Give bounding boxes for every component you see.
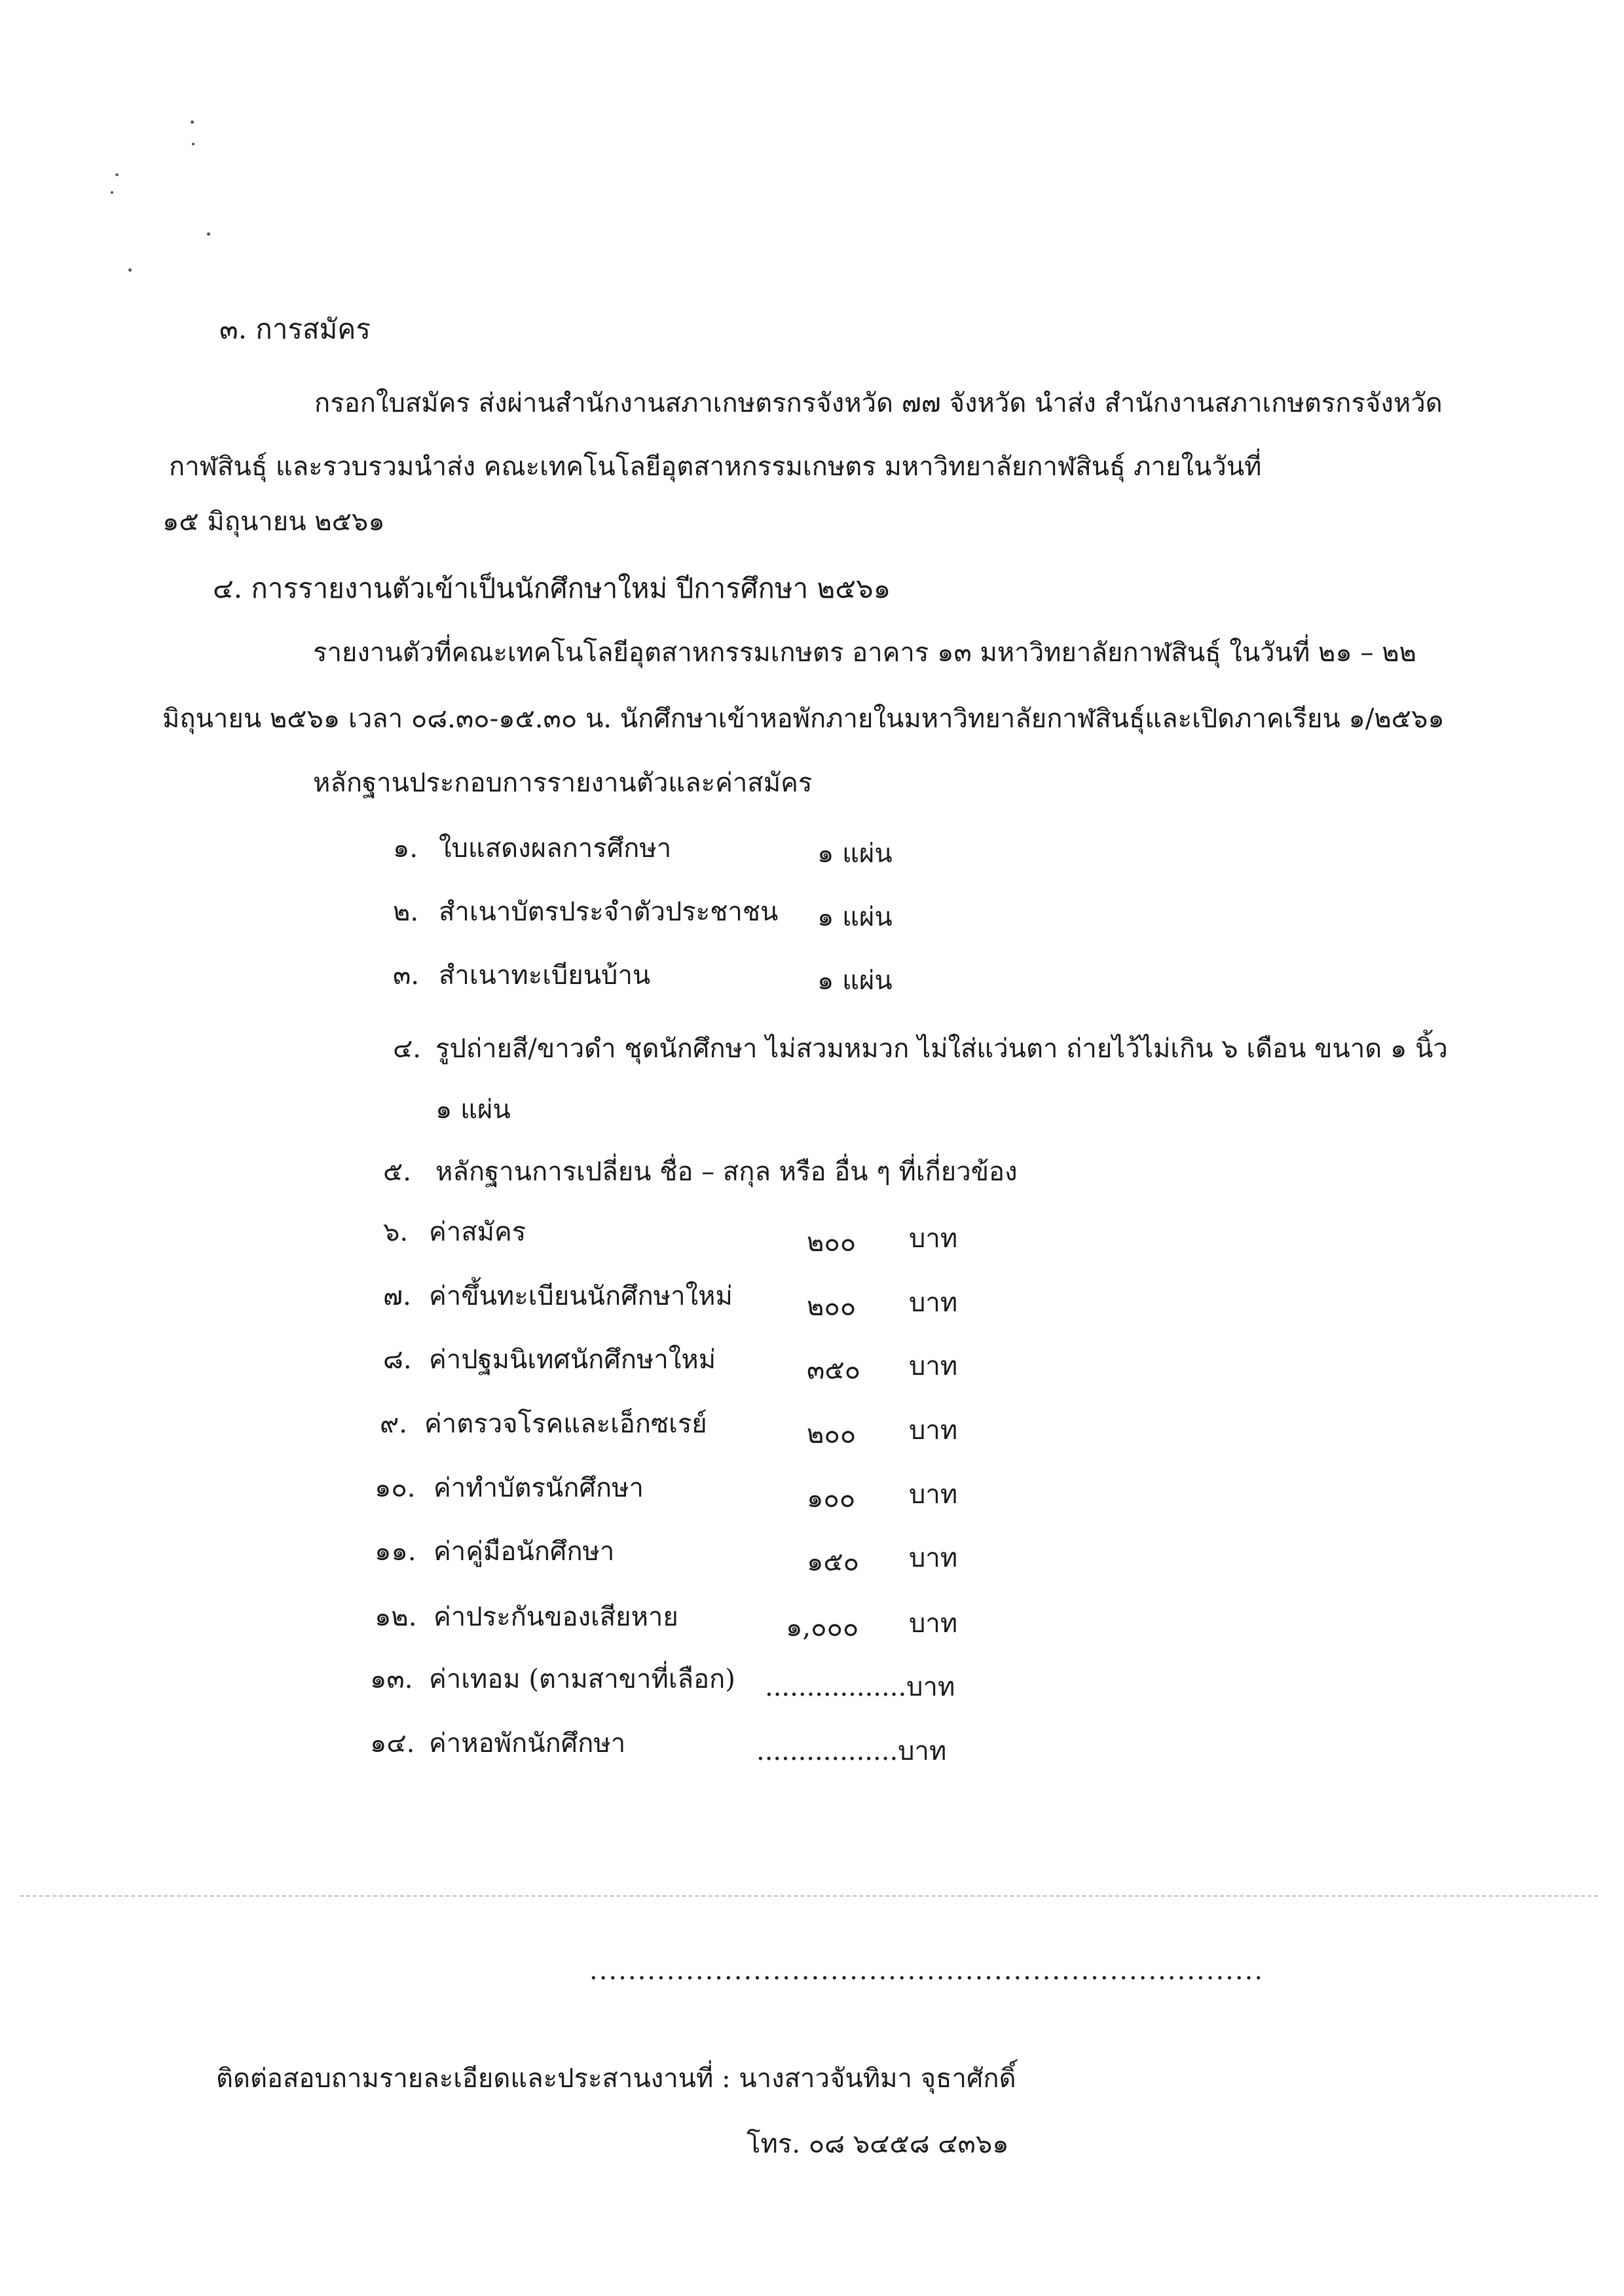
fee-item-unit: บาท	[909, 1351, 958, 1381]
fee-item-unit: บาท	[909, 1480, 958, 1510]
fee-item-number: ๘.	[383, 1345, 412, 1375]
document-item-number: ๓.	[393, 960, 420, 991]
contact-line: ติดต่อสอบถามรายละเอียดและประสานงานที่ : นางสาวจันทิมา จุธาศักดิ์	[216, 2064, 1016, 2094]
fee-item-number: ๑๒.	[375, 1602, 417, 1632]
name-change-evidence-label: หลักฐานการเปลี่ยน ชื่อ – สกุล หรือ อื่น ๆ ที่เกี่ยวข้อง	[435, 1157, 1018, 1187]
document-item-label: สำเนาบัตรประจำตัวประชาชน	[439, 897, 779, 927]
fee-item-number: ๖.	[383, 1217, 409, 1247]
scan-speck	[191, 120, 194, 124]
document-item-qty: ๑ แผ่น	[817, 902, 893, 932]
fee-item-label: ค่าทำบัตรนักศึกษา	[434, 1473, 644, 1503]
photo-requirement-line2: ๑ แผ่น	[435, 1095, 511, 1125]
fee-item-unit: บาท	[909, 1543, 958, 1573]
fee-item-amount: ๑,๐๐๐	[786, 1613, 859, 1643]
document-item-number: ๒.	[393, 897, 419, 927]
scan-speck	[207, 232, 210, 236]
document-item-number: ๑.	[393, 833, 418, 864]
section3-heading: ๓. การสมัคร	[219, 313, 371, 345]
fee-item-label: ค่าเทอม (ตามสาขาที่เลือก)	[429, 1664, 735, 1694]
document-item-qty: ๑ แผ่น	[817, 966, 893, 996]
fee-item-label: ค่าขึ้นทะเบียนนักศึกษาใหม่	[429, 1281, 733, 1311]
fee-item-label: ค่าปฐมนิเทศนักศึกษาใหม่	[429, 1345, 716, 1375]
photo-requirement-line1: รูปถ่ายสี/ขาวดำ ชุดนักศึกษา ไม่สวมหมวก ไม่ใส่แว่นตา ถ่ายไว้ไม่เกิน ๖ เดือน ขนาด ๑ นิ้ว	[435, 1034, 1448, 1064]
fee-item-number: ๑๑.	[375, 1537, 416, 1567]
document-item-qty: ๑ แผ่น	[817, 839, 893, 869]
document-item-label: สำเนาทะเบียนบ้าน	[439, 960, 651, 991]
fee-item-number: ๑๐.	[375, 1473, 416, 1503]
section3-para-line1: กรอกใบสมัคร ส่งผ่านสำนักงานสภาเกษตรกรจังหวัด ๗๗ จังหวัด นำส่ง สำนักงานสภาเกษตรกรจังหวัด	[314, 388, 1443, 418]
fee-item-unit: บาท	[909, 1609, 958, 1639]
section3-para-line2: กาฬสินธุ์ และรวบรวมนำส่ง คณะเทคโนโลยีอุตสาหกรรมเกษตร มหาวิทยาลัยกาฬสินธุ์ ภายในวันที่	[169, 452, 1262, 482]
document-item-number: ๔.	[393, 1034, 421, 1064]
scan-speck	[128, 268, 132, 272]
fee-item-unit: บาท	[909, 1415, 958, 1446]
section4-para-line1: รายงานตัวที่คณะเทคโนโลยีอุตสาหกรรมเกษตร อาคาร ๑๓ มหาวิทยาลัยกาฬสินธุ์ ในวันที่ ๒๑ – ๒๒	[313, 638, 1416, 668]
signature-dotted-line: ......................................................................	[589, 1956, 1264, 1986]
scan-speck	[192, 143, 194, 145]
section4-subheading: หลักฐานประกอบการรายงานตัวและค่าสมัคร	[313, 768, 813, 798]
fee-item-amount: ๑๕๐	[807, 1547, 860, 1577]
fee-item-amount-blank: .................บาท	[756, 1736, 947, 1766]
section4-heading: ๔. การรายงานตัวเข้าเป็นนักศึกษาใหม่ ปีการศึกษา ๒๕๖๑	[213, 572, 891, 604]
fee-item-label: ค่าประกันของเสียหาย	[434, 1602, 678, 1632]
document-item-number: ๕.	[383, 1157, 411, 1187]
fee-item-unit: บาท	[909, 1288, 958, 1318]
fee-item-amount: ๓๕๐	[807, 1355, 861, 1385]
fee-item-amount: ๒๐๐	[807, 1228, 857, 1258]
fee-item-label: ค่าตรวจโรคและเอ็กซเรย์	[424, 1409, 707, 1439]
document-item-label: ใบแสดงผลการศึกษา	[439, 833, 672, 864]
section4-para-line2: มิถุนายน ๒๕๖๑ เวลา ๐๘.๓๐-๑๕.๓๐ น. นักศึกษาเข้าหอพักภายในมหาวิทยาลัยกาฬสินธุ์และเปิดภาคเรียน ๑/๒๕๖๑	[162, 704, 1445, 734]
fee-item-number: ๑๔.	[370, 1728, 415, 1758]
fee-item-label: ค่าหอพักนักศึกษา	[429, 1728, 626, 1758]
fee-item-unit: บาท	[909, 1224, 958, 1254]
fee-item-number: ๙.	[380, 1409, 408, 1439]
scan-divider-line	[20, 1895, 1598, 1897]
section3-para-line3: ๑๕ มิถุนายน ๒๕๖๑	[162, 507, 385, 537]
fee-item-label: ค่าคู่มือนักศึกษา	[434, 1537, 615, 1567]
contact-phone: โทร. ๐๘ ๖๔๕๘ ๔๓๖๑	[747, 2129, 1009, 2159]
fee-item-amount: ๒๐๐	[807, 1419, 857, 1449]
fee-item-amount-blank: .................บาท	[765, 1672, 955, 1702]
fee-item-number: ๑๓.	[370, 1664, 413, 1694]
fee-item-number: ๗.	[383, 1281, 411, 1311]
scan-speck	[115, 173, 119, 176]
fee-item-amount: ๒๐๐	[807, 1292, 857, 1322]
scan-speck	[111, 191, 113, 194]
fee-item-label: ค่าสมัคร	[429, 1217, 526, 1247]
fee-item-amount: ๑๐๐	[807, 1484, 856, 1514]
